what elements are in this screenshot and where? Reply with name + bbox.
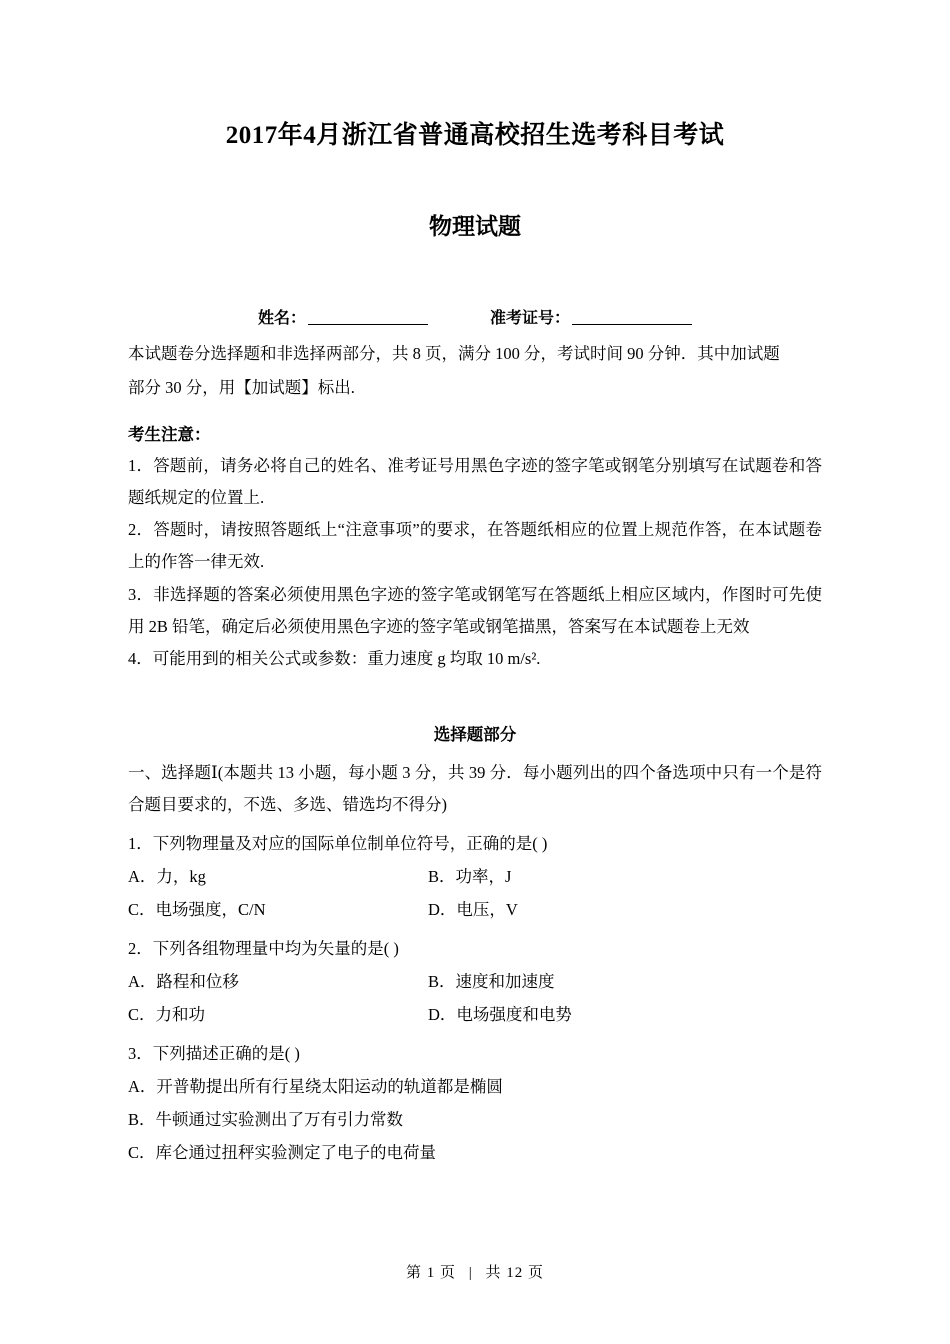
name-field <box>258 305 428 328</box>
notice-item-2: 2．答题时，请按照答题纸上“注意事项”的要求，在答题纸相应的位置上规范作答，在本试题卷上的作答一律无效. <box>128 520 822 572</box>
footer-total-prefix: 共 <box>485 1265 502 1281</box>
notice-item-4: 4．可能用到的相关公式或参数：重力速度 g 均取 10 m/s². <box>128 648 541 668</box>
question-3-option-c[interactable]: C．库仑通过扭秤实验测定了电子的电荷量 <box>128 1143 437 1163</box>
intro-line-1 <box>128 338 822 370</box>
question-group-heading: 一、选择题Ⅰ(本题共 13 小题，每小题 3 分，共 39 分．每小题列出的四个备选项中只有一个是符合题目要求的，不选、多选、错选均不得分) <box>128 763 822 815</box>
intro-line-2 <box>128 372 822 404</box>
question-2-stem: 2．下列各组物理量中均为矢量的是( ) <box>128 939 399 959</box>
notice-heading: 考生注意： <box>128 424 211 444</box>
page-footer <box>0 1261 950 1282</box>
question-3-option-a[interactable]: A．开普勒提出所有行星绕太阳运动的轨道都是椭圆 <box>128 1077 503 1097</box>
exam-number-input-blank[interactable] <box>572 324 692 325</box>
question-1-option-b[interactable]: B．功率，J <box>428 867 512 887</box>
question-3-option-b[interactable]: B．牛顿通过实验测出了万有引力常数 <box>128 1110 404 1130</box>
footer-page-suffix: 页 <box>439 1265 456 1281</box>
identity-fields <box>128 305 822 328</box>
intro-text-2: 部分 30 分，用【加试题】标出. <box>128 378 355 398</box>
name-input-blank[interactable] <box>308 324 428 325</box>
question-1-stem: 1．下列物理量及对应的国际单位制单位符号，正确的是( ) <box>128 834 548 854</box>
question-2-option-a[interactable]: A．路程和位移 <box>128 972 239 992</box>
question-3-stem: 3．下列描述正确的是( ) <box>128 1044 300 1064</box>
question-1-options-row-2 <box>128 893 822 926</box>
exam-number-label: 准考证号： <box>490 310 571 328</box>
question-2-options-row-2 <box>128 998 822 1031</box>
question-2-option-b[interactable]: B．速度和加速度 <box>428 972 555 992</box>
footer-separator: | <box>468 1265 473 1281</box>
question-1-option-a[interactable]: A．力，kg <box>128 867 206 887</box>
question-1-options-row-1 <box>128 860 822 893</box>
question-2-option-d[interactable]: D．电场强度和电势 <box>428 1005 572 1025</box>
question-2-option-c[interactable]: C．力和功 <box>128 1005 206 1025</box>
footer-page-number: 1 <box>426 1265 436 1281</box>
question-1-option-c[interactable]: C．电场强度，C/N <box>128 900 266 920</box>
question-1-option-d[interactable]: D．电压，V <box>428 900 518 920</box>
notice-item-3: 3．非选择题的答案必须使用黑色字迹的签字笔或钢笔写在答题纸上相应区域内，作图时可先使用 2B 铅笔，确定后必须使用黑色字迹的签字笔或钢笔描黑，答案写在本试题卷上无效 <box>128 584 822 636</box>
question-2-options-row-1 <box>128 965 822 998</box>
exam-number-field <box>490 305 692 328</box>
intro-text-1: 本试题卷分选择题和非选择两部分，共 8 页，满分 100 分，考试时间 90 分钟．其中加试题 <box>128 344 780 364</box>
footer-total-pages: 12 <box>506 1265 524 1281</box>
name-label: 姓名： <box>257 310 306 328</box>
section-title: 选择题部分 <box>433 725 517 745</box>
page-title: 2017年4月浙江省普通高校招生选考科目考试 <box>225 122 725 149</box>
footer-total-suffix: 页 <box>528 1265 545 1281</box>
footer-page-prefix: 第 <box>405 1265 422 1281</box>
page-subtitle: 物理试题 <box>429 214 521 239</box>
notice-item-1: 1．答题前，请务必将自己的姓名、准考证号用黑色字迹的签字笔或钢笔分别填写在试题卷和答题纸规定的位置上. <box>128 455 822 508</box>
